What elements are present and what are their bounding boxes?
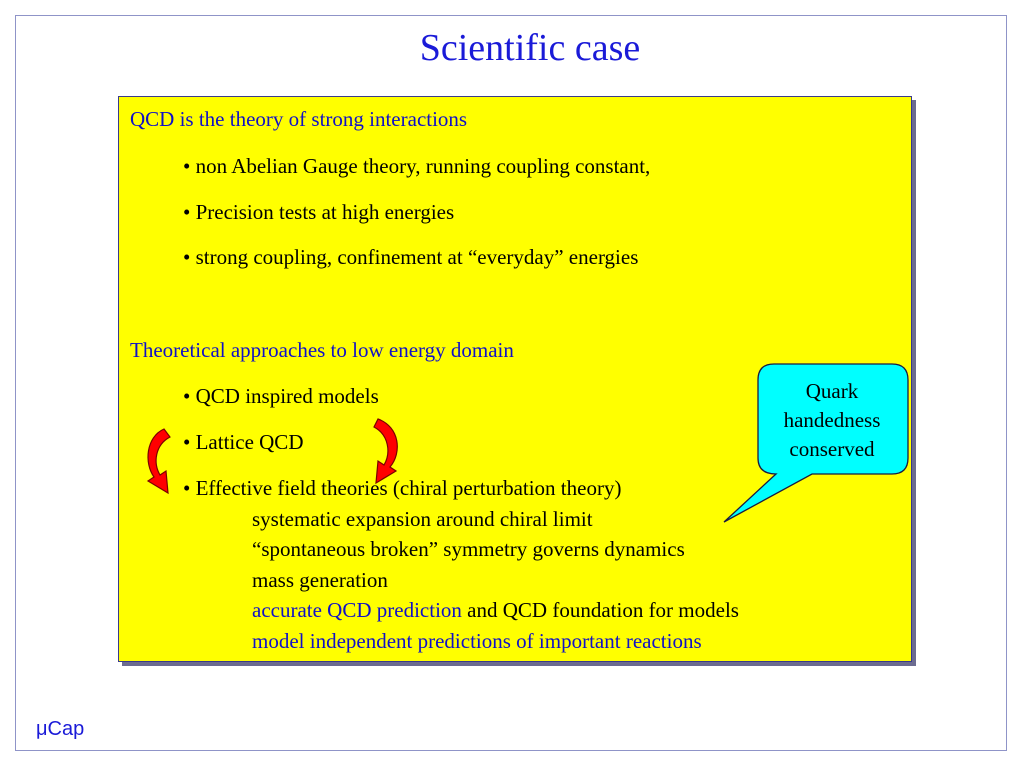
callout-line-handedness: handedness [783,408,881,432]
sub-line-symmetry: “spontaneous broken” symmetry governs dynamics [252,537,685,561]
accurate-prediction-text: accurate QCD prediction [252,598,462,622]
slide-title: Scientific case [419,27,641,69]
bullet-gauge-theory: • non Abelian Gauge theory, running coupling constant, [183,154,651,178]
bullet-strong-coupling: • strong coupling, confinement at “everyday” energies [183,245,639,269]
qcd-foundation-text: and QCD foundation for models [461,598,739,622]
callout-text [757,377,907,464]
callout-line-quark: Quark [805,379,859,403]
right-curved-arrow-icon [372,415,406,487]
callout-line-conserved: conserved [789,437,875,461]
bullet-precision-tests: • Precision tests at high energies [183,200,455,224]
bullet-effective-field-theories: • Effective field theories (chiral perturbation theory) [183,476,622,500]
sub-line-accurate-prediction [252,598,739,622]
bullet-lattice-qcd: • Lattice QCD [183,430,304,454]
sub-line-systematic-expansion: systematic expansion around chiral limit [252,507,593,531]
heading-theoretical-approaches: Theoretical approaches to low energy domain [130,338,514,362]
heading-qcd-theory: QCD is the theory of strong interactions [130,107,468,131]
sub-line-mass-generation: mass generation [252,568,388,592]
sub-line-model-independent: model independent predictions of important reactions [252,629,702,653]
footer-logo-text: μCap [36,718,85,740]
left-curved-arrow-icon [140,425,174,497]
bullet-qcd-models: • QCD inspired models [183,384,379,408]
